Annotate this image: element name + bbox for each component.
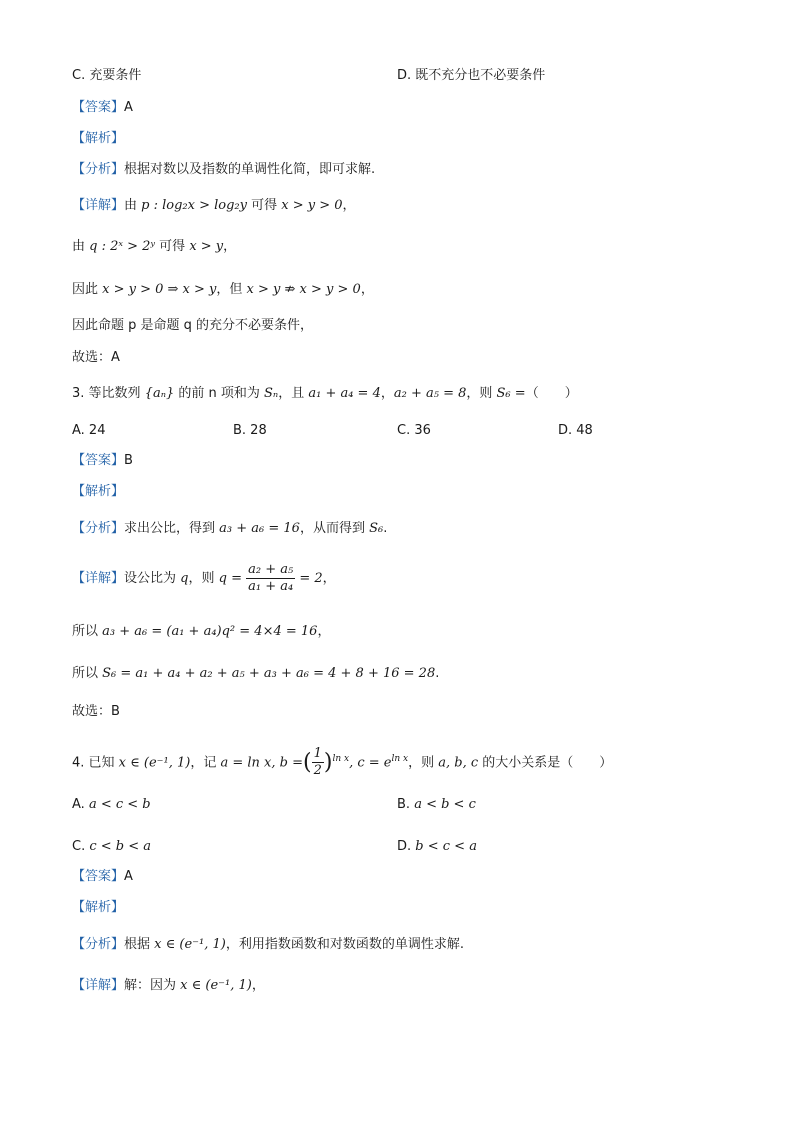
- text: ，: [360, 282, 374, 297]
- detail-tag: 【详解】: [72, 978, 125, 993]
- q3-detail-line-2: [72, 623, 330, 641]
- text: ，: [322, 571, 336, 586]
- math: S₆ = a₁ + a₄ + a₂ + a₅ + a₃ + a₆ = 4 + 8 + 16 = 28: [102, 666, 436, 681]
- answer-value: B: [124, 453, 133, 468]
- q3-answer-line: [72, 452, 133, 470]
- q4-analysis-tag: 【解析】: [72, 900, 125, 915]
- q3-detail-line-4: 故选：B: [72, 704, 120, 719]
- detail-tag: 【详解】: [72, 571, 125, 586]
- analysis-tag: 【解析】: [72, 131, 125, 146]
- math: x ∈ (e⁻¹, 1): [118, 755, 191, 771]
- fenxi-tag: 【分析】: [72, 937, 125, 952]
- q3-fenxi-line: [72, 520, 387, 538]
- text: 所以: [72, 624, 103, 639]
- text: .: [383, 521, 388, 536]
- math: q =: [218, 571, 242, 586]
- fenxi-text: 根据对数以及指数的单调性化简，即可求解.: [124, 162, 376, 177]
- text: ，则: [408, 755, 439, 771]
- text: ，: [317, 624, 331, 639]
- detail-line-2: [72, 238, 236, 256]
- text: ，: [380, 386, 394, 401]
- text: ，记: [190, 755, 221, 771]
- text: ，且: [278, 386, 309, 401]
- answer-value: A: [124, 100, 133, 115]
- text: 可得: [247, 198, 282, 213]
- text: 的前 n 项和为: [174, 386, 265, 401]
- text: ，从而得到: [299, 521, 370, 536]
- text: 3. 等比数列: [72, 386, 145, 401]
- fraction: [312, 746, 324, 779]
- fenxi-tag: 【分析】: [72, 162, 125, 177]
- option-c: C. 充要条件: [72, 68, 142, 83]
- option-math: c < b < a: [89, 839, 152, 854]
- fraction-denominator: a₁ + a₄: [248, 579, 294, 594]
- math: x ∈ (e⁻¹, 1): [154, 937, 226, 952]
- option-math: b < c < a: [415, 839, 477, 854]
- paren-left: (: [303, 749, 312, 775]
- text: ，: [342, 198, 356, 213]
- answer-tag: 【答案】: [72, 100, 125, 115]
- answer-value: A: [124, 869, 133, 884]
- text: （ ）: [525, 386, 578, 401]
- math: a₂ + a₅ = 8: [393, 386, 467, 401]
- answer-line: [72, 99, 133, 117]
- exponent: ln x: [332, 754, 350, 764]
- option-label: A.: [72, 797, 89, 812]
- q3-option-c: C. 36: [397, 423, 431, 438]
- q3-option-d: D. 48: [558, 423, 593, 438]
- math: p : log₂x > log₂y: [141, 198, 247, 213]
- math: Sₙ: [264, 386, 279, 401]
- math: x > y ⇏ x > y > 0: [246, 282, 361, 297]
- detail-tag: 【详解】: [72, 198, 125, 213]
- math: a = ln x, b =: [220, 755, 303, 771]
- detail-line-4: 因此命题 p 是命题 q 的充分不必要条件，: [72, 318, 314, 333]
- math: q: [180, 571, 189, 586]
- fraction-numerator: 1: [313, 746, 322, 762]
- math: x ∈ (e⁻¹, 1): [180, 978, 252, 993]
- q3-analysis-tag: 【解析】: [72, 484, 125, 499]
- text: 求出公比，得到: [124, 521, 220, 536]
- math: x > y: [189, 239, 224, 254]
- q4-option-a: [72, 796, 151, 814]
- q4-stem: [72, 739, 612, 783]
- text: 由: [124, 198, 142, 213]
- text: ，但: [216, 282, 247, 297]
- text: 因此: [72, 282, 103, 297]
- q4-detail-line-1: [72, 977, 265, 995]
- fenxi-tag: 【分析】: [72, 521, 125, 536]
- math: a, b, c: [438, 755, 479, 771]
- option-label: B.: [397, 797, 415, 812]
- q3-option-a: A. 24: [72, 423, 106, 438]
- option-label: C.: [72, 839, 90, 854]
- math: a₃ + a₆ = 16: [219, 521, 300, 536]
- exponent: ln x: [391, 754, 409, 764]
- math: = 2: [299, 571, 323, 586]
- text: 可得: [155, 239, 190, 254]
- text: ，: [223, 239, 237, 254]
- text: 根据: [124, 937, 155, 952]
- text: 设公比为: [124, 571, 181, 586]
- math: a₃ + a₆ = (a₁ + a₄)q² = 4×4 = 16: [102, 624, 318, 639]
- text: ，利用指数函数和对数函数的单调性求解.: [225, 937, 464, 952]
- paren-right: ): [323, 749, 333, 775]
- math: q : 2ˣ > 2ʸ: [89, 239, 156, 254]
- option-d: D. 既不充分也不必要条件: [397, 68, 546, 83]
- math: S₆ =: [496, 386, 526, 401]
- text: .: [435, 666, 440, 681]
- q3-option-b: B. 28: [233, 423, 267, 438]
- fraction-numerator: a₂ + a₅: [248, 562, 294, 577]
- text: ，则: [466, 386, 497, 401]
- math: {aₙ}: [144, 386, 175, 401]
- fraction: [246, 562, 295, 595]
- option-label: D.: [397, 839, 416, 854]
- text: ，: [251, 978, 265, 993]
- option-math: a < b < c: [414, 797, 476, 812]
- detail-line-5: 故选：A: [72, 350, 120, 365]
- math: a₁ + a₄ = 4: [308, 386, 381, 401]
- q4-option-b: [397, 796, 476, 814]
- answer-tag: 【答案】: [72, 453, 125, 468]
- text: 由: [72, 239, 90, 254]
- text: ，则: [188, 571, 219, 586]
- answer-tag: 【答案】: [72, 869, 125, 884]
- q4-answer-line: [72, 868, 133, 886]
- text: 解：因为: [124, 978, 181, 993]
- text: 的大小关系是（ ）: [478, 755, 613, 771]
- fraction-denominator: 2: [313, 763, 322, 779]
- math: x > y > 0 ⇒ x > y: [102, 282, 217, 297]
- math: x > y > 0: [281, 198, 343, 213]
- detail-line-1: [72, 197, 356, 215]
- detail-line-3: [72, 281, 374, 299]
- q3-stem: [72, 385, 578, 403]
- text: 所以: [72, 666, 103, 681]
- q4-fenxi-line: [72, 936, 464, 954]
- q3-detail-line-3: [72, 665, 439, 683]
- text: 4. 已知: [72, 755, 119, 771]
- math: , c = e: [349, 755, 392, 771]
- q4-option-d: [397, 838, 477, 856]
- math: S₆: [369, 521, 384, 536]
- q3-detail-line-1: [72, 561, 336, 597]
- option-math: a < c < b: [88, 797, 151, 812]
- q4-option-c: [72, 838, 151, 856]
- fenxi-line: [72, 161, 375, 179]
